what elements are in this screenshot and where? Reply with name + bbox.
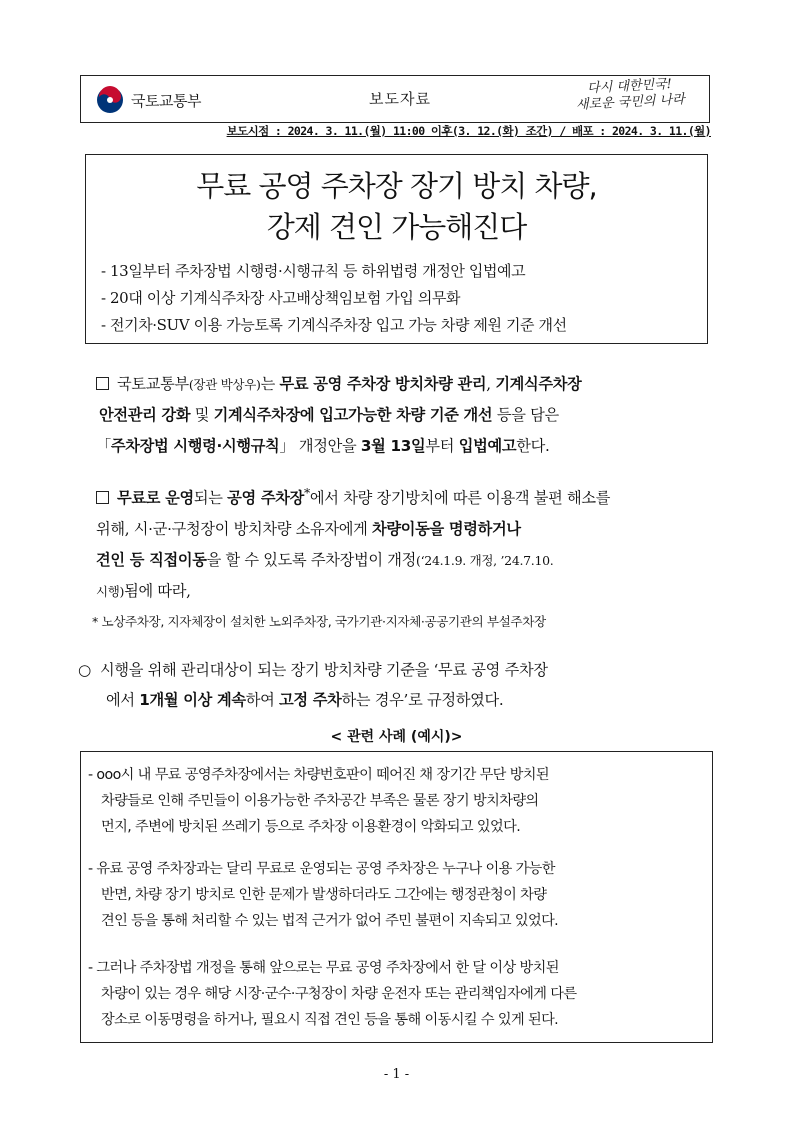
bold-text: 주차장법 시행령·시행규칙 bbox=[110, 437, 280, 455]
text: 을 할 수 있도록 주차장법이 개정 bbox=[206, 551, 417, 570]
text: 시행을 위해 관리대상이 되는 장기 방치차량 기준을 ‘무료 공영 주차장 bbox=[100, 661, 548, 679]
text: 등을 담은 bbox=[492, 406, 559, 424]
text: 」 개정안을 bbox=[279, 437, 361, 455]
case-line: - 유료 공영 주차장과는 달리 무료로 운영되는 공영 주차장은 누구나 이용 가능한 bbox=[88, 861, 555, 877]
ministry-logo bbox=[95, 84, 201, 116]
text: 하는 경우’로 규정하였다. bbox=[341, 691, 504, 709]
bold-text: 입법예고 bbox=[458, 437, 517, 455]
case-line: 차량이 있는 경우 해당 시장·군수·구청장이 차량 운전자 또는 관리책임자에게 다른 bbox=[101, 986, 577, 1002]
text: 및 bbox=[190, 406, 214, 424]
text: 위해, 시·군·구청장이 방치차량 소유자에게 bbox=[96, 520, 373, 539]
bold-text: 무료 공영 주차장 방치차량 관리 bbox=[279, 375, 487, 393]
summary-item: - 13일부터 주차장법 시행령·시행규칙 등 하위법령 개정안 입법예고 bbox=[101, 262, 526, 280]
text: (장관 박상우) bbox=[188, 377, 261, 392]
case-item bbox=[88, 955, 710, 1033]
paragraph-2 bbox=[96, 477, 716, 607]
text: 한다. bbox=[516, 437, 550, 455]
case-line: 장소로 이동명령을 하거나, 필요시 직접 견인 등을 통해 이동시킬 수 있게 된다. bbox=[101, 1012, 559, 1028]
bold-text: 고정 주차 bbox=[279, 691, 342, 709]
bold-text: 기계식주차장에 입고가능한 차량 기준 개선 bbox=[213, 406, 493, 424]
checkbox-bullet-icon bbox=[96, 491, 109, 504]
bold-text: 3월 13일 bbox=[360, 437, 426, 455]
text: 는 bbox=[260, 375, 280, 393]
slogan-line2: 새로운 국민의 나라 bbox=[575, 92, 686, 113]
bold-text: 기계식주차장 bbox=[495, 375, 582, 393]
title-line2: 강제 견인 가능해진다 bbox=[266, 210, 527, 244]
case-line: 견인 등을 통해 처리할 수 있는 법적 근거가 없어 주민 불편이 지속되고 있었다. bbox=[101, 913, 559, 929]
paragraph-1 bbox=[96, 369, 716, 462]
text: 에서 차량 장기방치에 따른 이용객 불편 해소를 bbox=[309, 489, 611, 508]
checkbox-bullet-icon bbox=[96, 377, 109, 390]
case-line: - 그러나 주차장법 개정을 통해 앞으로는 무료 공영 주차장에서 한 달 이상 방치된 bbox=[88, 960, 559, 976]
doc-type: 보도자료 bbox=[369, 90, 431, 108]
footnote: * 노상주차장, 지자체장이 설치한 노외주차장, 국가기관·지자체·공공기관의 부설주차장 bbox=[92, 614, 546, 629]
case-line: 차량들로 인해 주민들이 이용가능한 주차공간 부족은 물론 장기 방치차량의 bbox=[101, 793, 539, 809]
circle-bullet-icon: ○ bbox=[78, 661, 91, 679]
text: (‘24.1.9. 개정, ’24.7.10. bbox=[416, 553, 554, 569]
slogan-line1: 다시 대한민국! bbox=[586, 76, 673, 97]
text: 에서 bbox=[106, 691, 140, 709]
text: 하여 bbox=[245, 691, 280, 709]
text: 「 bbox=[96, 437, 111, 455]
case-line: 반면, 차량 장기 방치로 인한 문제가 발생하더라도 그간에는 행정관청이 차량 bbox=[101, 887, 547, 903]
footnote-marker: * bbox=[303, 485, 310, 500]
bold-text: 공영 주차장 bbox=[227, 489, 304, 508]
text: 됨에 따라, bbox=[124, 582, 191, 601]
bold-text: 1개월 이상 계속 bbox=[139, 691, 246, 709]
case-title: < 관련 사례 (예시)> bbox=[330, 729, 463, 745]
text: 부터 bbox=[425, 437, 459, 455]
text: 되는 bbox=[193, 489, 228, 508]
paragraph-3 bbox=[78, 655, 728, 715]
case-line: - ooo시 내 무료 공영주차장에서는 차량번호판이 떼어진 채 장기간 무단 방치된 bbox=[88, 767, 550, 783]
summary-item: - 전기차·SUV 이용 가능토록 기계식주차장 입고 가능 차량 제원 기준 개선 bbox=[101, 316, 567, 334]
bold-text: 안전관리 강화 bbox=[99, 406, 191, 424]
text: 국토교통부 bbox=[117, 375, 189, 393]
summary-item: - 20대 이상 기계식주차장 사고배상책임보험 가입 의무화 bbox=[101, 289, 461, 307]
page-number: - 1 - bbox=[383, 1067, 410, 1082]
bold-text: 차량이동을 명령하거나 bbox=[372, 520, 521, 539]
text: , bbox=[486, 375, 496, 393]
case-item bbox=[88, 762, 710, 840]
bold-text: 견인 등 직접이동 bbox=[96, 551, 207, 570]
korea-government-emblem-icon bbox=[95, 85, 125, 115]
title-line1: 무료 공영 주차장 장기 방치 차량, bbox=[196, 169, 597, 203]
bold-text: 무료로 운영 bbox=[117, 489, 194, 508]
release-line: 보도시점 : 2024. 3. 11.(월) 11:00 이후(3. 12.(화) 조간) / 배포 : 2024. 3. 11.(월) bbox=[226, 124, 711, 138]
case-line: 먼지, 주변에 방치된 쓰레기 등으로 주차장 이용환경이 악화되고 있었다. bbox=[101, 819, 521, 835]
text: 시행) bbox=[96, 584, 125, 600]
ministry-name: 국토교통부 bbox=[131, 91, 201, 110]
case-item bbox=[88, 856, 710, 934]
